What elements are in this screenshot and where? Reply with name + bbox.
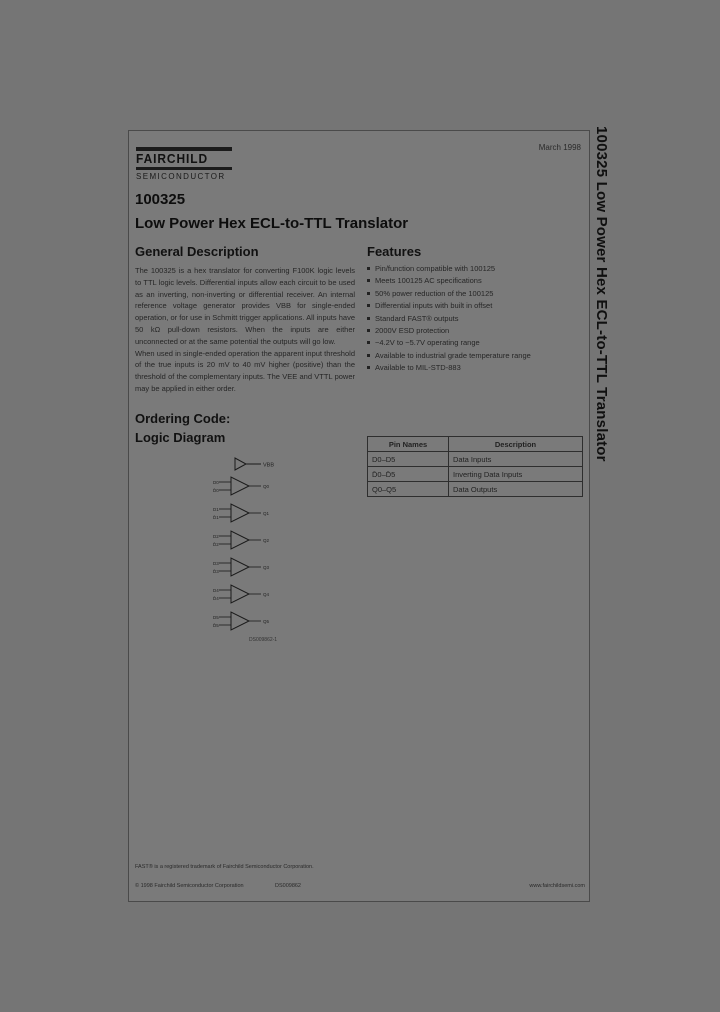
receiver-symbol — [231, 477, 249, 495]
output-label: Q1 — [263, 511, 270, 516]
inverting-input-label: D̄1 — [213, 515, 219, 520]
general-description-p1: The 100325 is a hex translator for converting F100K logic levels to TTL logic levels. Differential inputs allow each circuit to be used as an inverting, non-inverting or differential receiver. An internal reference voltage generator provides VBB for single-ended operation, or for use in Schmitt trigger applications. All inputs have 50 kΩ pull-down resistors. When the inputs are either unconnected or at the same potential the outputs will go low. — [135, 266, 355, 346]
inverting-input-label: D̄5 — [213, 623, 219, 628]
copyright: © 1998 Fairchild Semiconductor Corporation — [135, 883, 244, 889]
inverting-input-label: D̄3 — [213, 569, 219, 574]
output-label: Q2 — [263, 538, 270, 543]
input-label: D2 — [213, 534, 219, 539]
receiver-gate — [213, 477, 270, 495]
general-description-text — [135, 265, 355, 395]
pin-names-header: Pin Names — [368, 437, 449, 452]
input-label: D5 — [213, 615, 219, 620]
general-description-heading: General Description — [135, 244, 259, 259]
logic-diagram — [209, 457, 359, 637]
feature-item: Available to industrial grade temperature range — [367, 350, 582, 362]
pin-names-table — [367, 436, 583, 497]
pin-desc-cell: Data Outputs — [449, 482, 583, 497]
features-list — [367, 263, 582, 375]
receiver-symbol — [231, 612, 249, 630]
gate-group — [213, 477, 270, 630]
logo-subtext: SEMICONDUCTOR — [136, 172, 226, 181]
part-number: 100325 — [135, 191, 186, 208]
output-label: Q0 — [263, 484, 270, 489]
output-label: Q5 — [263, 619, 270, 624]
pin-name-cell: D̄0–D̄5 — [368, 467, 449, 482]
datasheet-page — [128, 130, 590, 902]
vbb-buffer — [235, 458, 274, 470]
table-row — [368, 482, 583, 497]
logo-bar-bottom — [136, 167, 232, 170]
receiver-gate — [213, 612, 270, 630]
feature-item: Standard FAST® outputs — [367, 313, 582, 325]
receiver-symbol — [231, 558, 249, 576]
output-label: Q4 — [263, 592, 270, 597]
trademark-note: FAST® is a registered trademark of Fairchild Semiconductor Corporation. — [135, 864, 314, 870]
receiver-gate — [213, 558, 270, 576]
feature-item: −4.2V to −5.7V operating range — [367, 337, 582, 349]
vbb-label: VBB — [263, 462, 275, 469]
pin-name-cell: Q0–Q5 — [368, 482, 449, 497]
logic-diagram-heading: Logic Diagram — [135, 430, 226, 445]
feature-item: Pin/function compatible with 100125 — [367, 263, 582, 275]
document-title: Low Power Hex ECL-to-TTL Translator — [135, 215, 409, 232]
general-description-p2: When used in single-ended operation the apparent input threshold of the true inputs is 20 mV to 40 mV higher (positive) than the threshold of the complementary inputs. The VEE and VTTL power may be applied in either order. — [135, 348, 355, 393]
features-heading: Features — [367, 244, 422, 259]
feature-item: 50% power reduction of the 100125 — [367, 288, 582, 300]
input-label: D1 — [213, 507, 219, 512]
output-label: Q3 — [263, 565, 270, 570]
input-label: D0 — [213, 480, 219, 485]
feature-item: Available to MIL-STD-883 — [367, 362, 582, 374]
table-header-row — [368, 437, 583, 452]
feature-item: 2000V ESD protection — [367, 325, 582, 337]
pin-desc-cell: Inverting Data Inputs — [449, 467, 583, 482]
receiver-symbol — [231, 585, 249, 603]
input-label: D4 — [213, 588, 219, 593]
receiver-symbol — [231, 531, 249, 549]
receiver-gate — [213, 585, 270, 603]
website-link[interactable]: www.fairchildsemi.com — [529, 883, 585, 889]
table-row — [368, 452, 583, 467]
feature-item: Meets 100125 AC specifications — [367, 275, 582, 287]
inverting-input-label: D̄4 — [213, 596, 219, 601]
table-row — [368, 467, 583, 482]
inverting-input-label: D̄0 — [213, 488, 219, 493]
publication-date: March 1998 — [538, 143, 581, 152]
fairchild-logo — [136, 147, 232, 181]
diagram-id: DS009862-1 — [249, 637, 278, 643]
side-title: 100325 Low Power Hex ECL-to-TTL Translator — [593, 126, 610, 462]
datasheet-number: DS009862 — [275, 883, 301, 889]
vbb-buffer-symbol — [235, 458, 246, 470]
receiver-gate — [213, 504, 270, 522]
receiver-gate — [213, 531, 270, 549]
inverting-input-label: D̄2 — [213, 542, 219, 547]
logo-text: FAIRCHILD — [136, 151, 209, 166]
input-label: D3 — [213, 561, 219, 566]
pin-name-cell: D0–D5 — [368, 452, 449, 467]
pin-desc-cell: Data Inputs — [449, 452, 583, 467]
feature-item: Differential inputs with built in offset — [367, 300, 582, 312]
ordering-code-heading: Ordering Code: — [135, 411, 231, 426]
description-header: Description — [449, 437, 583, 452]
receiver-symbol — [231, 504, 249, 522]
